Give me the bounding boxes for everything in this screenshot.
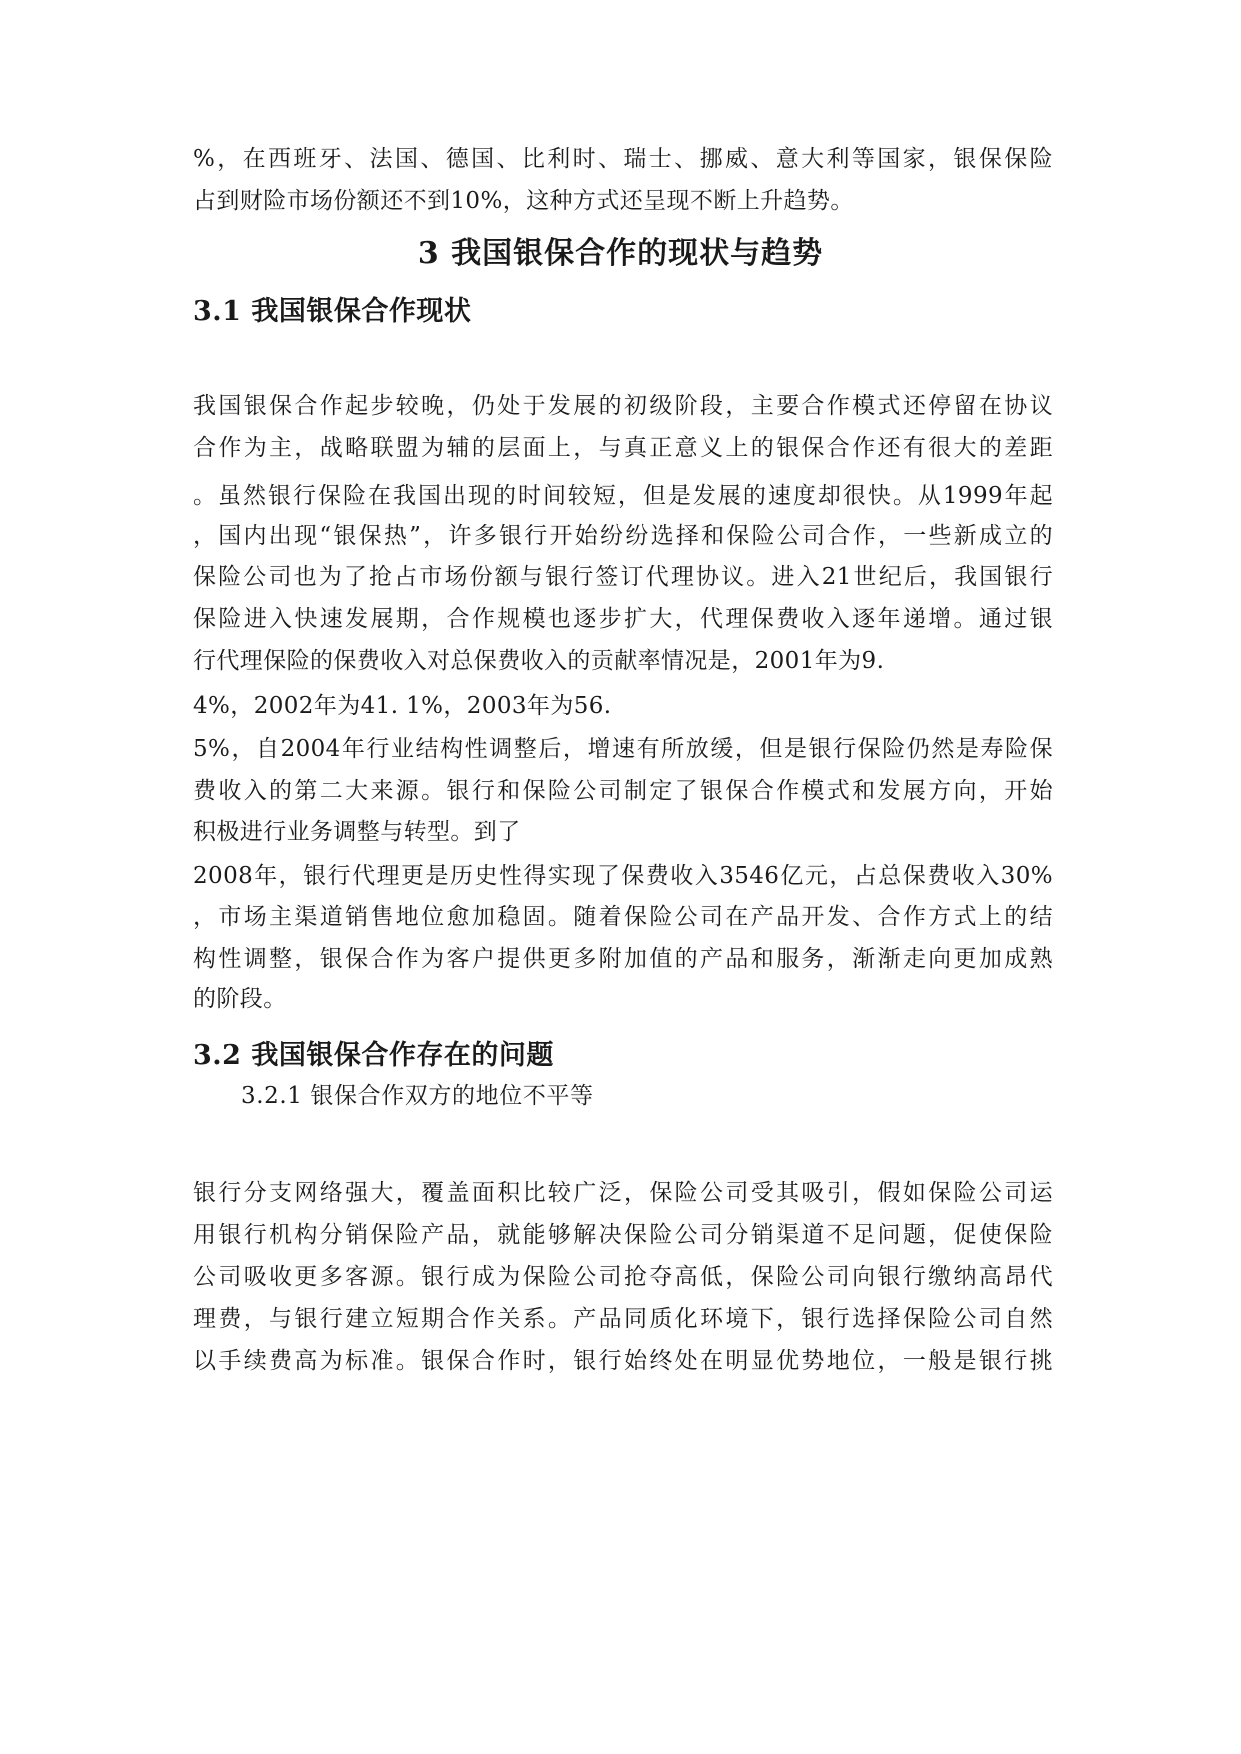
paragraph-line: 的阶段。 [193,986,287,1012]
paragraph-line: 合作为主，战略联盟为辅的层面上，与真正意义上的银保合作还有很大的差距 [193,435,1053,461]
section-title-3-1: 3.1 我国银保合作现状 [193,296,472,327]
paragraph-line: 公司吸收更多客源。银行成为保险公司抢夺高低，保险公司向银行缴纳高昂代 [193,1264,1053,1290]
paragraph-line: 用银行机构分销保险产品，就能够解决保险公司分销渠道不足问题，促使保险 [193,1222,1053,1248]
paragraph-line: 2008年，银行代理更是历史性得实现了保费收入3546亿元，占总保费收入30% [193,863,1053,889]
intro-line-1: %，在西班牙、法国、德国、比利时、瑞士、挪威、意大利等国家，银保保险 [193,146,1053,172]
chapter-title: 3 我国银保合作的现状与趋势 [417,236,824,271]
section-title-3-2: 3.2 我国银保合作存在的问题 [193,1040,554,1071]
paragraph-line: 理费，与银行建立短期合作关系。产品同质化环境下，银行选择保险公司自然 [193,1306,1053,1332]
paragraph-line: 5%，自2004年行业结构性调整后，增速有所放缓，但是银行保险仍然是寿险保 [193,736,1053,762]
paragraph-line: 以手续费高为标准。银保合作时，银行始终处在明显优势地位，一般是银行挑 [193,1348,1053,1374]
paragraph-line: 积极进行业务调整与转型。到了 [193,819,521,845]
paragraph-line: 保险公司也为了抢占市场份额与银行签订代理协议。进入21世纪后，我国银行 [193,564,1053,590]
paragraph-line: 保险进入快速发展期，合作规模也逐步扩大，代理保费收入逐年递增。通过银 [193,606,1053,632]
paragraph-line: ，市场主渠道销售地位愈加稳固。随着保险公司在产品开发、合作方式上的结 [193,904,1053,930]
intro-line-2: 占到财险市场份额还不到10%，这种方式还呈现不断上升趋势。 [193,188,854,214]
paragraph-line: ，国内出现“银保热”，许多银行开始纷纷选择和保险公司合作，一些新成立的 [193,523,1053,549]
paragraph-line: 。虽然银行保险在我国出现的时间较短，但是发展的速度却很快。从1999年起 [193,483,1053,509]
paragraph-line: 构性调整，银保合作为客户提供更多附加值的产品和服务，渐渐走向更加成熟 [193,946,1053,972]
paragraph-line: 我国银保合作起步较晚，仍处于发展的初级阶段，主要合作模式还停留在协议 [193,393,1053,419]
paragraph-line: 费收入的第二大来源。银行和保险公司制定了银保合作模式和发展方向，开始 [193,778,1053,804]
paragraph-line: 4%，2002年为41. 1%，2003年为56. [193,693,612,719]
subsection-title-3-2-1: 3.2.1 银保合作双方的地位不平等 [241,1083,594,1109]
paragraph-line: 行代理保险的保费收入对总保费收入的贡献率情况是，2001年为9. [193,648,885,674]
paragraph-line: 银行分支网络强大，覆盖面积比较广泛，保险公司受其吸引，假如保险公司运 [193,1180,1053,1206]
